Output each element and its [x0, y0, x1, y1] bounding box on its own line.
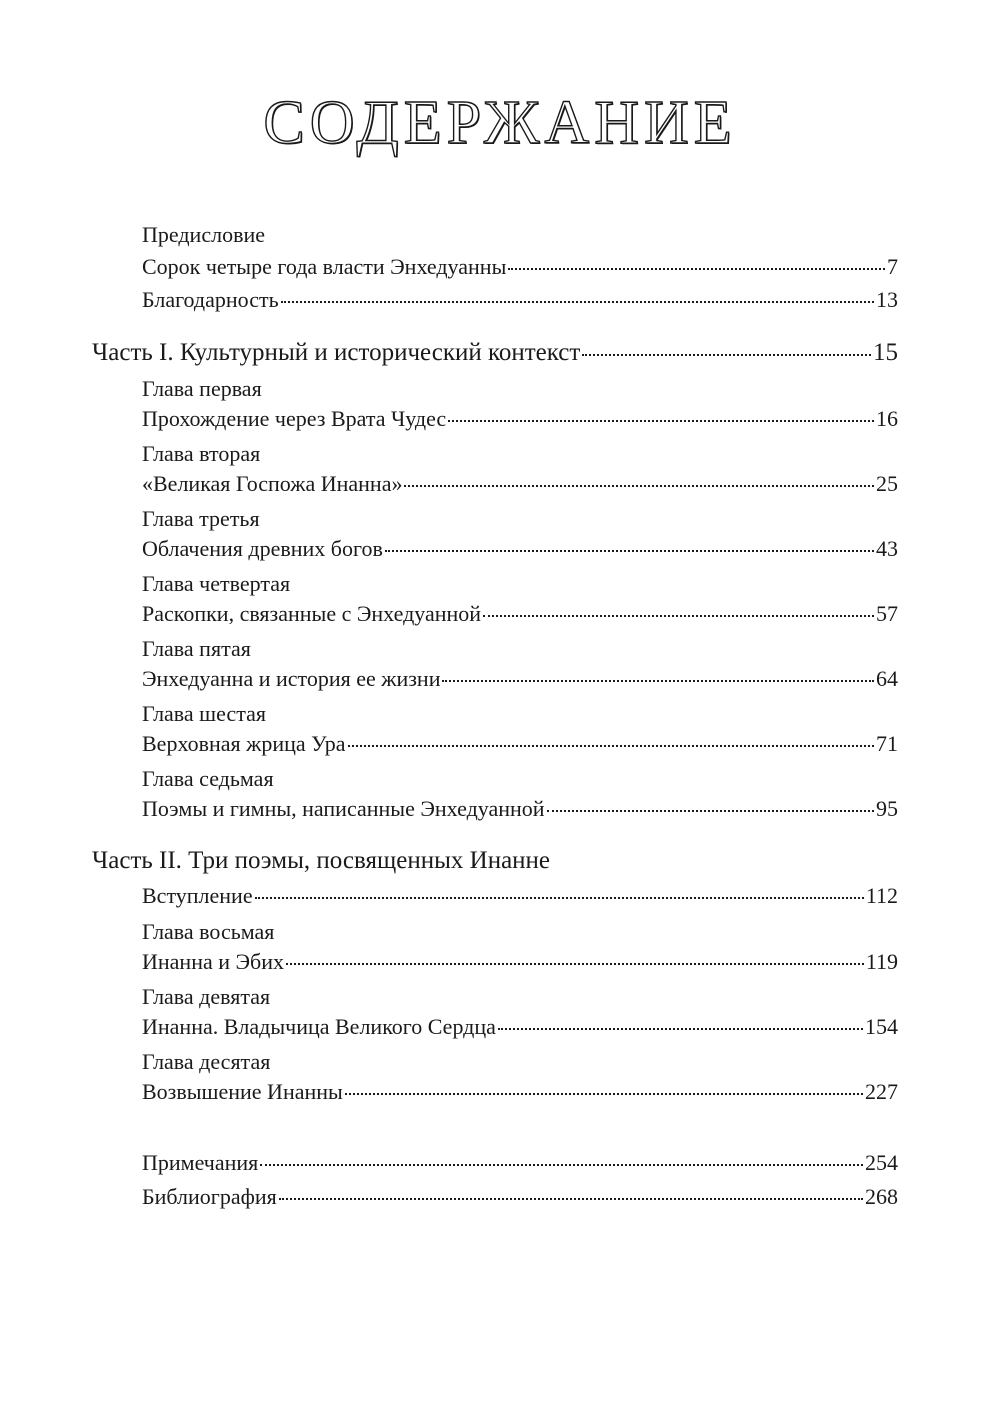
toc-page-number: 64: [876, 666, 898, 691]
dot-leader: [348, 745, 874, 747]
toc-page-number: 43: [876, 536, 898, 561]
toc-page-number: 268: [865, 1184, 898, 1209]
chapter-label: Глава четвертая: [142, 571, 291, 596]
toc-entry-chapter-1[interactable]: [142, 408, 898, 430]
toc-entry-thanks[interactable]: [142, 289, 898, 311]
toc-page-number: 227: [865, 1079, 898, 1104]
dot-leader: [508, 268, 885, 270]
dot-leader: [255, 897, 864, 899]
toc-page-number: 25: [876, 471, 898, 496]
toc-page-number: 13: [876, 287, 898, 312]
toc-page-number: 57: [876, 601, 898, 626]
toc-entry-chapter-10[interactable]: [142, 1081, 898, 1103]
toc-entry-bibliography[interactable]: [142, 1186, 898, 1208]
toc-entry-chapter-2[interactable]: [142, 473, 898, 495]
chapter-label: Глава восьмая: [142, 919, 275, 944]
toc-entry-chapter-4[interactable]: [142, 603, 898, 625]
toc-entry-title: Возвышение Инанны: [142, 1079, 343, 1104]
toc-entry-chapter-5[interactable]: [142, 668, 898, 690]
toc-entry-chapter-3[interactable]: [142, 538, 898, 560]
toc-entry-title: Прохождение через Врата Чудес: [142, 406, 447, 431]
toc-page-number: 71: [876, 731, 898, 756]
chapter-label: Глава первая: [142, 376, 262, 401]
toc-entry-chapter-6[interactable]: [142, 733, 898, 755]
chapter-label: Глава девятая: [142, 984, 271, 1009]
dot-leader: [547, 810, 874, 812]
toc-entry-chapter-9[interactable]: [142, 1016, 898, 1038]
chapter-label: Глава вторая: [142, 441, 261, 466]
dot-leader: [385, 550, 874, 552]
toc-entry-title: Библиография: [142, 1184, 277, 1209]
toc-entry-title: Инанна и Эбих: [142, 949, 285, 974]
dot-leader: [260, 1164, 863, 1166]
toc-page-number: 16: [876, 406, 898, 431]
toc-page-number: 119: [865, 949, 898, 974]
dot-leader: [279, 1198, 863, 1200]
dot-leader: [442, 680, 874, 682]
toc-entry-title: Примечания: [142, 1150, 259, 1175]
chapter-label: Глава седьмая: [142, 766, 274, 791]
toc-entry-title: Вступление: [142, 883, 253, 908]
dot-leader: [498, 1028, 863, 1030]
toc-entry-title: Энхедуанна и история ее жизни: [142, 666, 441, 691]
dot-leader: [582, 354, 871, 356]
dot-leader: [281, 301, 874, 303]
chapter-label: Глава шестая: [142, 701, 266, 726]
toc-entry-preface[interactable]: [142, 256, 898, 278]
toc-page-number: 112: [865, 883, 898, 908]
toc-page-number: 15: [873, 339, 898, 366]
chapter-label: Глава пятая: [142, 636, 251, 661]
toc-part-1[interactable]: [92, 340, 898, 365]
dot-leader: [286, 963, 864, 965]
toc-page-number: 154: [865, 1014, 898, 1039]
toc-entry-title: Раскопки, связанные с Энхедуанной: [142, 601, 482, 626]
toc-page-number: 7: [887, 254, 898, 279]
toc-entry-notes[interactable]: [142, 1152, 898, 1174]
toc-part-title: Часть I. Культурный и исторический контекст: [92, 339, 581, 366]
toc-entry-title: Сорок четыре года власти Энхедуанны: [142, 254, 507, 279]
toc-part-2[interactable]: Часть II. Три поэмы, посвященных Инанне: [92, 847, 551, 874]
toc-page-number: 95: [876, 796, 898, 821]
toc-entry-title: Поэмы и гимны, написанные Энхедуанной: [142, 796, 545, 821]
chapter-label: Глава третья: [142, 506, 260, 531]
toc-entry-chapter-7[interactable]: [142, 798, 898, 820]
toc-entry-intro[interactable]: [142, 885, 898, 907]
toc-entry-title: Облачения древних богов: [142, 536, 383, 561]
toc-entry-title: Благодарность: [142, 287, 279, 312]
dot-leader: [483, 615, 874, 617]
dot-leader: [345, 1093, 863, 1095]
toc-page-number: 254: [865, 1150, 898, 1175]
preface-label: Предисловие: [142, 222, 265, 247]
dot-leader: [448, 420, 874, 422]
toc-entry-title: Инанна. Владычица Великого Сердца: [142, 1014, 496, 1039]
toc-entry-title: Верховная жрица Ура: [142, 731, 346, 756]
toc-entry-title: «Великая Госпожа Инанна»: [142, 471, 403, 496]
dot-leader: [404, 485, 874, 487]
chapter-label: Глава десятая: [142, 1049, 271, 1074]
toc-entry-chapter-8[interactable]: [142, 951, 898, 973]
page-title: СОДЕРЖАНИЕ: [263, 89, 737, 157]
